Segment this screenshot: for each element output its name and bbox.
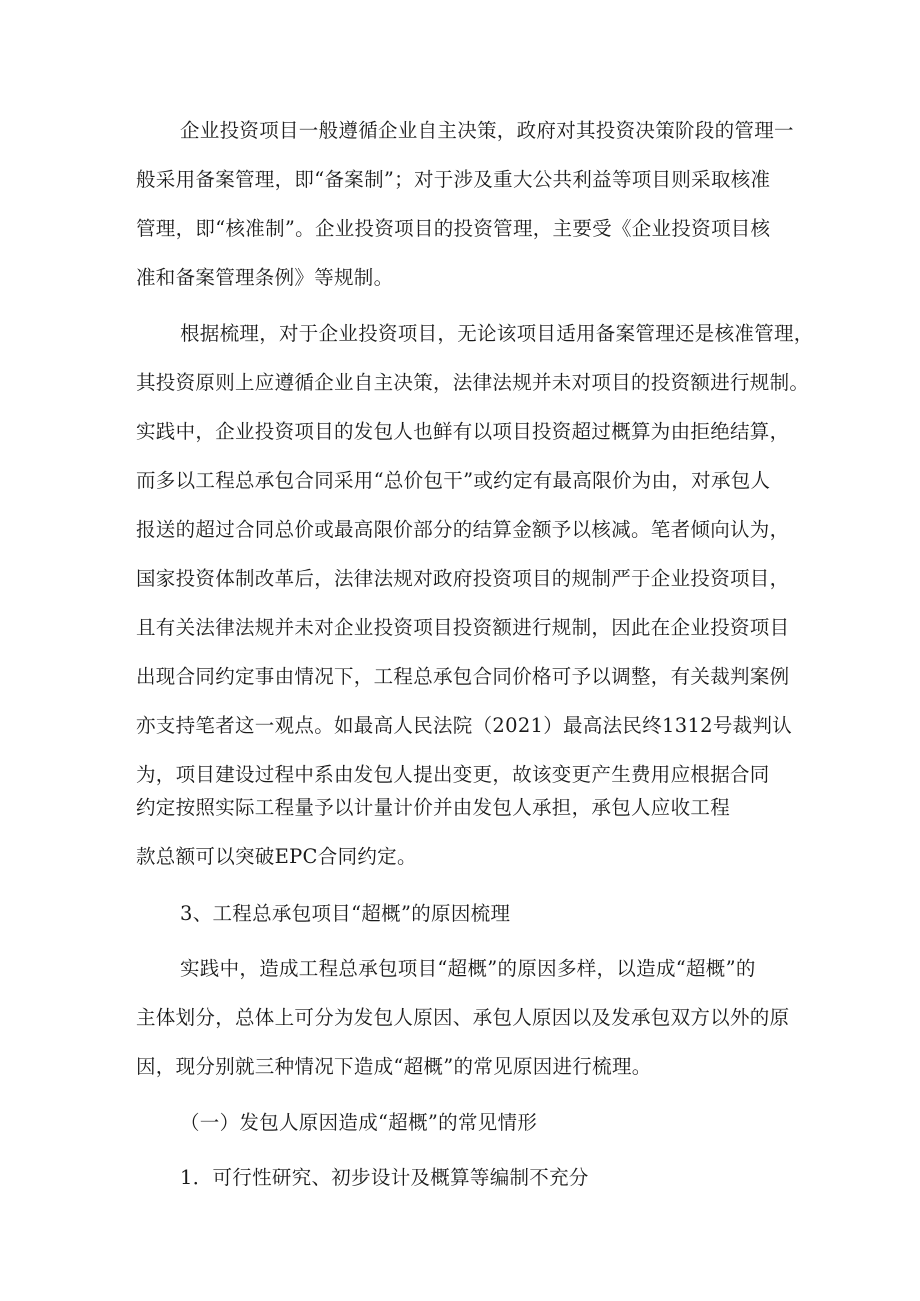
- paragraph-2-line-8: 出现合同约定事由情况下，工程总承包合同价格可予以调整，有关裁判案例: [136, 665, 790, 688]
- list-item-1: 1．可行性研究、初步设计及概算等编制不充分: [180, 1166, 589, 1189]
- paragraph-2-line-9: 亦支持笔者这一观点。如最高人民法院（2021）最高法民终1312号裁判认: [136, 714, 793, 737]
- paragraph-3-line-3: 因，现分别就三种情况下造成“超概”的常见原因进行梳理。: [136, 1055, 652, 1078]
- subheading-1: （一）发包人原因造成“超概”的常见情形: [180, 1111, 538, 1134]
- paragraph-2-line-1: 根据梳理，对于企业投资项目，无论该项目适用备案管理还是核准管理，: [180, 322, 814, 345]
- paragraph-2-line-6: 国家投资体制改革后，法律法规对政府投资项目的规制严于企业投资项目，: [136, 567, 790, 590]
- paragraph-2-line-10: 为，项目建设过程中系由发包人提出变更，故该变更产生费用应根据合同: [136, 763, 770, 786]
- paragraph-2-line-3: 实践中，企业投资项目的发包人也鲜有以项目投资超过概算为由拒绝结算，: [136, 420, 790, 443]
- paragraph-1-line-3: 管理，即“核准制”。企业投资项目的投资管理，主要受《企业投资项目核: [136, 217, 771, 240]
- section-heading-3: 3、工程总承包项目“超概”的原因梳理: [180, 902, 511, 925]
- paragraph-2-line-2: 其投资原则上应遵循企业自主决策，法律法规并未对项目的投资额进行规制。: [136, 371, 810, 394]
- paragraph-3-line-1: 实践中，造成工程总承包项目“超概”的原因多样，以造成“超概”的: [180, 957, 756, 980]
- paragraph-2-line-5: 报送的超过合同总价或最高限价部分的结算金额予以核减。笔者倾向认为，: [136, 518, 790, 541]
- paragraph-2-line-11: 约定按照实际工程量予以计量计价并由发包人承担，承包人应收工程: [136, 796, 731, 819]
- paragraph-3-line-2: 主体划分，总体上可分为发包人原因、承包人原因以及发承包双方以外的原: [136, 1006, 790, 1029]
- paragraph-2-line-7: 且有关法律法规并未对企业投资项目投资额进行规制，因此在企业投资项目: [136, 616, 790, 639]
- paragraph-2-line-12: 款总额可以突破EPC合同约定。: [136, 845, 417, 868]
- paragraph-1-line-1: 企业投资项目一般遵循企业自主决策，政府对其投资决策阶段的管理一: [180, 119, 794, 142]
- paragraph-1-line-2: 般采用备案管理，即“备案制”；对于涉及重大公共利益等项目则采取核准: [136, 168, 771, 191]
- paragraph-2-line-4: 而多以工程总承包合同采用“总价包干”或约定有最高限价为由，对承包人: [136, 469, 771, 492]
- paragraph-1-line-4: 准和备案管理条例》等规制。: [136, 266, 394, 289]
